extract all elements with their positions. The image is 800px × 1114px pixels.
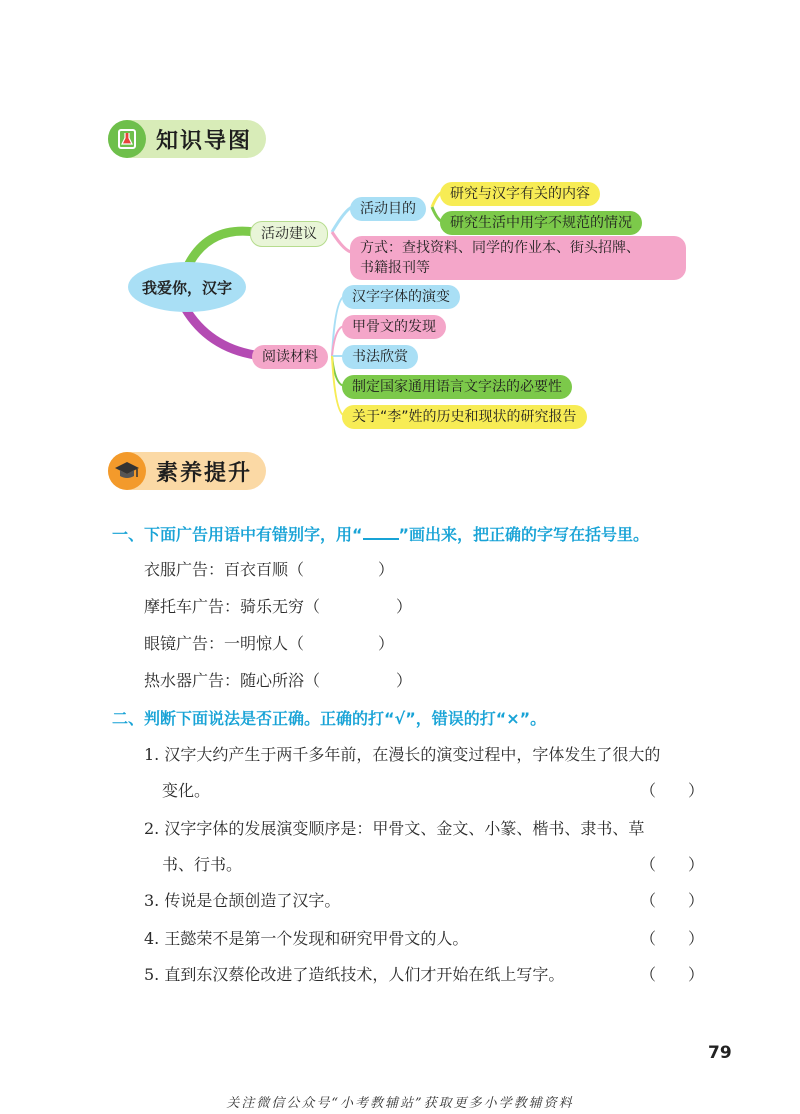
q2-item-2-line1: 2. 汉字字体的发展演变顺序是：甲骨文、金文、小篆、楷书、隶书、草 [144,819,645,838]
q2-item-2-answer: （ ） [640,855,705,874]
practice-tag [108,452,266,490]
question1-title-after: ”画出来，把正确的字写在括号里。 [398,525,650,544]
mind-map-root-label: 我爱你，汉字 [141,278,232,297]
footer-promo: 关注微信公众号“小考教辅站”获取更多小学教辅资料 [226,1096,574,1111]
q2-item-4-answer: （ ） [640,929,705,948]
q2-item-5: 5. 直到东汉蔡伦改进了造纸技术，人们才开始在纸上写字。 [144,965,565,984]
q1-item-3-close: ） [378,634,395,653]
branch-activity: 活动建议 [250,221,328,247]
q1-item-1: 衣服广告：百衣百顺（ [144,560,305,579]
goal-item-2: 研究生活中用字不规范的情况 [440,211,642,235]
graduation-cap-icon [108,452,146,490]
q2-item-1-line1: 1. 汉字大约产生于两千多年前，在漫长的演变过程中，字体发生了很大的 [144,745,661,764]
question1-title-before: 一、下面广告用语中有错别字，用“ [112,525,363,544]
q2-item-4: 4. 王懿荣不是第一个发现和研究甲骨文的人。 [144,929,469,948]
q1-item-3: 眼镜广告：一明惊人（ [144,634,305,653]
reading-item-3: 书法欣赏 [342,345,418,369]
branch-reading: 阅读材料 [252,345,328,369]
reading-item-5: 关于“李”姓的历史和现状的研究报告 [342,405,587,429]
activity-method [350,236,686,280]
method-line-1: 方式：查找资料、同学的作业本、街头招牌、 [360,240,640,256]
reading-item-4: 制定国家通用语言文字法的必要性 [342,375,572,399]
goal-item-1: 研究与汉字有关的内容 [440,182,600,206]
q2-item-1-line2: 变化。 [162,781,211,800]
reading-item-1: 汉字字体的演变 [342,285,460,309]
q1-item-2: 摩托车广告：骑乐无穷（ [144,597,321,616]
q1-item-4-close: ） [396,671,413,690]
q2-item-2-line2: 书、行书。 [162,855,243,874]
q2-item-3: 3. 传说是仓颉创造了汉字。 [144,891,341,910]
mind-map-root [128,262,246,312]
underline-blank [363,524,399,540]
q1-item-4: 热水器广告：随心所浴（ [144,671,321,690]
page-number: 79 [708,1043,732,1063]
activity-goal: 活动目的 [350,197,426,221]
q1-item-2-close: ） [396,597,413,616]
reading-item-2: 甲骨文的发现 [342,315,446,339]
question2-title: 二、判断下面说法是否正确。正确的打“√”，错误的打“×”。 [112,709,547,728]
q2-item-3-answer: （ ） [640,891,705,910]
q2-item-1-answer: （ ） [640,781,705,800]
question1-title [112,522,649,545]
method-line-2: 书籍报刊等 [360,260,430,276]
q1-item-1-close: ） [378,560,395,579]
q2-item-5-answer: （ ） [640,965,705,984]
knowledge-map-title: 知识导图 [156,128,253,154]
practice-title: 素养提升 [156,460,253,486]
